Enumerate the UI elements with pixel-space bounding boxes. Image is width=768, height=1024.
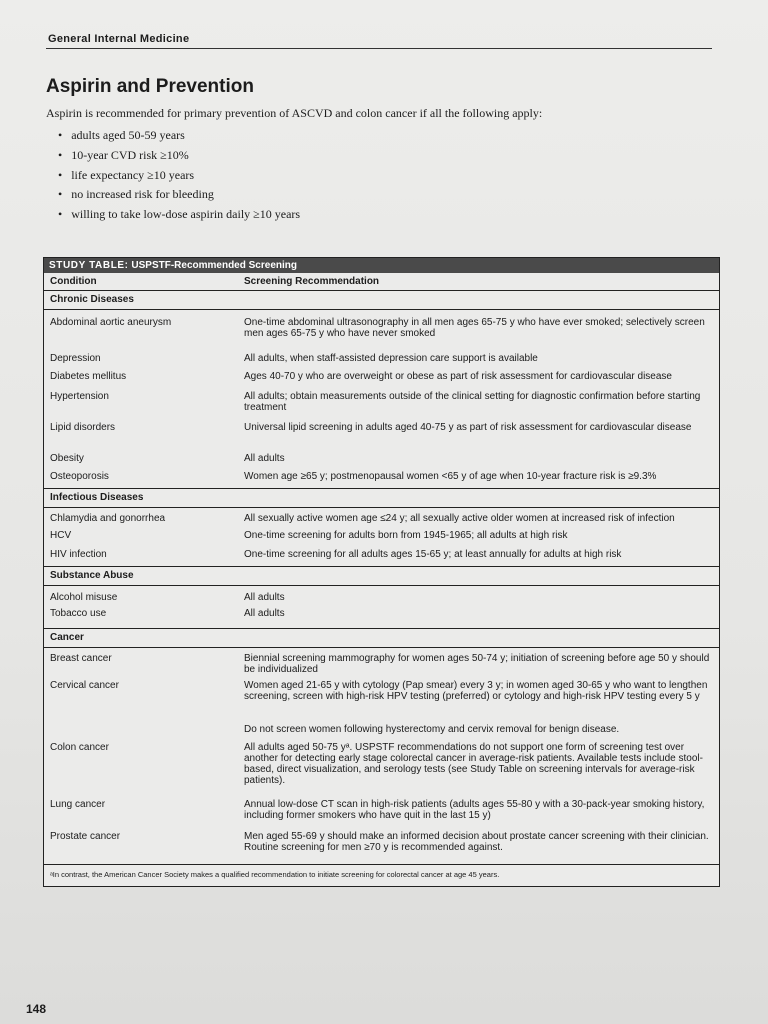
table-row xyxy=(44,530,719,549)
criteria-item: • life expectancy ≥10 years xyxy=(58,166,300,186)
condition-cell: Colon cancer xyxy=(50,742,109,753)
recommendation-cell: All adults xyxy=(244,608,285,619)
recommendation-cell: One-time screening for all adults ages 15-65 y; at least annually for adults at high risk xyxy=(244,549,622,560)
table-row xyxy=(44,549,719,566)
table-label: STUDY TABLE: xyxy=(49,260,129,271)
section-header: Chronic Diseases xyxy=(44,291,719,310)
header-rule xyxy=(46,48,712,49)
recommendation-cell: One-time screening for adults born from 1945-1965; all adults at high risk xyxy=(244,530,568,541)
column-header-recommendation: Screening Recommendation xyxy=(244,276,380,287)
table-row xyxy=(44,471,719,488)
condition-cell: Hypertension xyxy=(50,391,109,402)
table-row xyxy=(44,586,719,608)
screening-study-table xyxy=(43,257,720,887)
recommendation-cell: All adults aged 50-75 yᵃ. USPSTF recommendations do not support one form of screening test over another for detecting early stage colorectal cancer in average-risk patients. Available tests include stool-based, direct visualization, and serology tests (see Study Table on screening intervals for average-risk patients). xyxy=(244,742,703,786)
table-footnote: ᵃIn contrast, the American Cancer Society makes a qualified recommendation to initiate screening for colorectal cancer at age 45 years. xyxy=(44,864,719,886)
condition-cell: Prostate cancer xyxy=(50,831,121,842)
recommendation-cell: All adults; obtain measurements outside of the clinical setting for diagnostic confirmation before starting treatment xyxy=(244,391,701,413)
table-row xyxy=(44,608,719,628)
recommendation-cell: Universal lipid screening in adults aged 40-75 y as part of risk assessment for cardiovascular disease xyxy=(244,422,692,433)
table-row xyxy=(44,799,719,831)
recommendation-cell: Women aged 21-65 y with cytology (Pap smear) every 3 y; in women aged 30-65 y who want to lengthen screening, screen with high-risk HPV testing (preferred) or cytology and high-risk HPV testing every 5 y xyxy=(244,680,708,702)
condition-cell: Depression xyxy=(50,353,101,364)
criteria-item: • adults aged 50-59 years xyxy=(58,126,300,146)
recommendation-cell: Women age ≥65 y; postmenopausal women <65 y of age when 10-year fracture risk is ≥9.3% xyxy=(244,471,657,482)
recommendation-cell: Men aged 55-69 y should make an informed decision about prostate cancer screening with their clinician. Routine screening for men ≥70 y is recommended against. xyxy=(244,831,709,853)
table-caption: USPSTF-Recommended Screening xyxy=(131,260,297,271)
section-header: Substance Abuse xyxy=(44,566,719,586)
condition-cell: HIV infection xyxy=(50,549,107,560)
condition-cell: Abdominal aortic aneurysm xyxy=(50,317,172,328)
criteria-item: • willing to take low-dose aspirin daily ≥10 years xyxy=(58,205,300,225)
recommendation-cell: All sexually active women age ≤24 y; all sexually active older women at increased risk of infection xyxy=(244,513,675,524)
recommendation-cell: All adults, when staff-assisted depression care support is available xyxy=(244,353,538,364)
condition-cell: Obesity xyxy=(50,453,84,464)
table-row xyxy=(44,391,719,422)
recommendation-cell: Biennial screening mammography for women ages 50-74 y; initiation of screening before age 50 y should be individualized xyxy=(244,653,710,675)
table-row xyxy=(44,508,719,530)
condition-cell: Chlamydia and gonorrhea xyxy=(50,513,166,524)
condition-cell: HCV xyxy=(50,530,72,541)
table-column-headers xyxy=(44,273,719,291)
table-row xyxy=(44,422,719,453)
condition-cell: Tobacco use xyxy=(50,608,107,619)
section-header: Infectious Diseases xyxy=(44,488,719,508)
table-row xyxy=(44,453,719,471)
condition-cell: Cervical cancer xyxy=(50,680,119,691)
condition-cell: Lung cancer xyxy=(50,799,106,810)
table-row xyxy=(44,310,719,353)
table-row xyxy=(44,353,719,371)
condition-cell: Osteoporosis xyxy=(50,471,109,482)
table-row xyxy=(44,680,719,724)
condition-cell xyxy=(44,724,240,742)
page-number: 148 xyxy=(26,1002,47,1016)
recommendation-cell: One-time abdominal ultrasonography in all men ages 65-75 y who have ever smoked; selectively screen men ages 65-75 y who have never smoked xyxy=(244,317,705,339)
recommendation-cell: Annual low-dose CT scan in high-risk patients (adults ages 55-80 y with a 30-pack-year smoking history, including former smokers who have quit in the last 15 y) xyxy=(244,799,705,821)
column-header-condition: Condition xyxy=(50,276,97,287)
table-row xyxy=(44,724,719,742)
recommendation-cell: All adults xyxy=(244,453,285,464)
table-row xyxy=(44,648,719,680)
condition-cell: Alcohol misuse xyxy=(50,592,118,603)
section-header: Cancer xyxy=(44,628,719,648)
table-row xyxy=(44,742,719,799)
aspirin-criteria-list xyxy=(58,126,300,225)
condition-cell: Diabetes mellitus xyxy=(50,371,127,382)
table-banner xyxy=(44,258,719,273)
intro-paragraph: Aspirin is recommended for primary prevention of ASCVD and colon cancer if all the following apply: xyxy=(46,106,543,120)
criteria-item: • 10-year CVD risk ≥10% xyxy=(58,146,300,166)
criteria-item: • no increased risk for bleeding xyxy=(58,185,300,205)
table-row xyxy=(44,831,719,864)
table-row xyxy=(44,371,719,391)
recommendation-cell: All adults xyxy=(244,592,285,603)
recommendation-cell: Ages 40-70 y who are overweight or obese as part of risk assessment for cardiovascular disease xyxy=(244,371,672,382)
condition-cell: Lipid disorders xyxy=(50,422,116,433)
running-head: General Internal Medicine xyxy=(48,33,190,45)
recommendation-cell: Do not screen women following hysterectomy and cervix removal for benign disease. xyxy=(244,724,620,735)
section-title: Aspirin and Prevention xyxy=(46,76,254,97)
condition-cell: Breast cancer xyxy=(50,653,112,664)
